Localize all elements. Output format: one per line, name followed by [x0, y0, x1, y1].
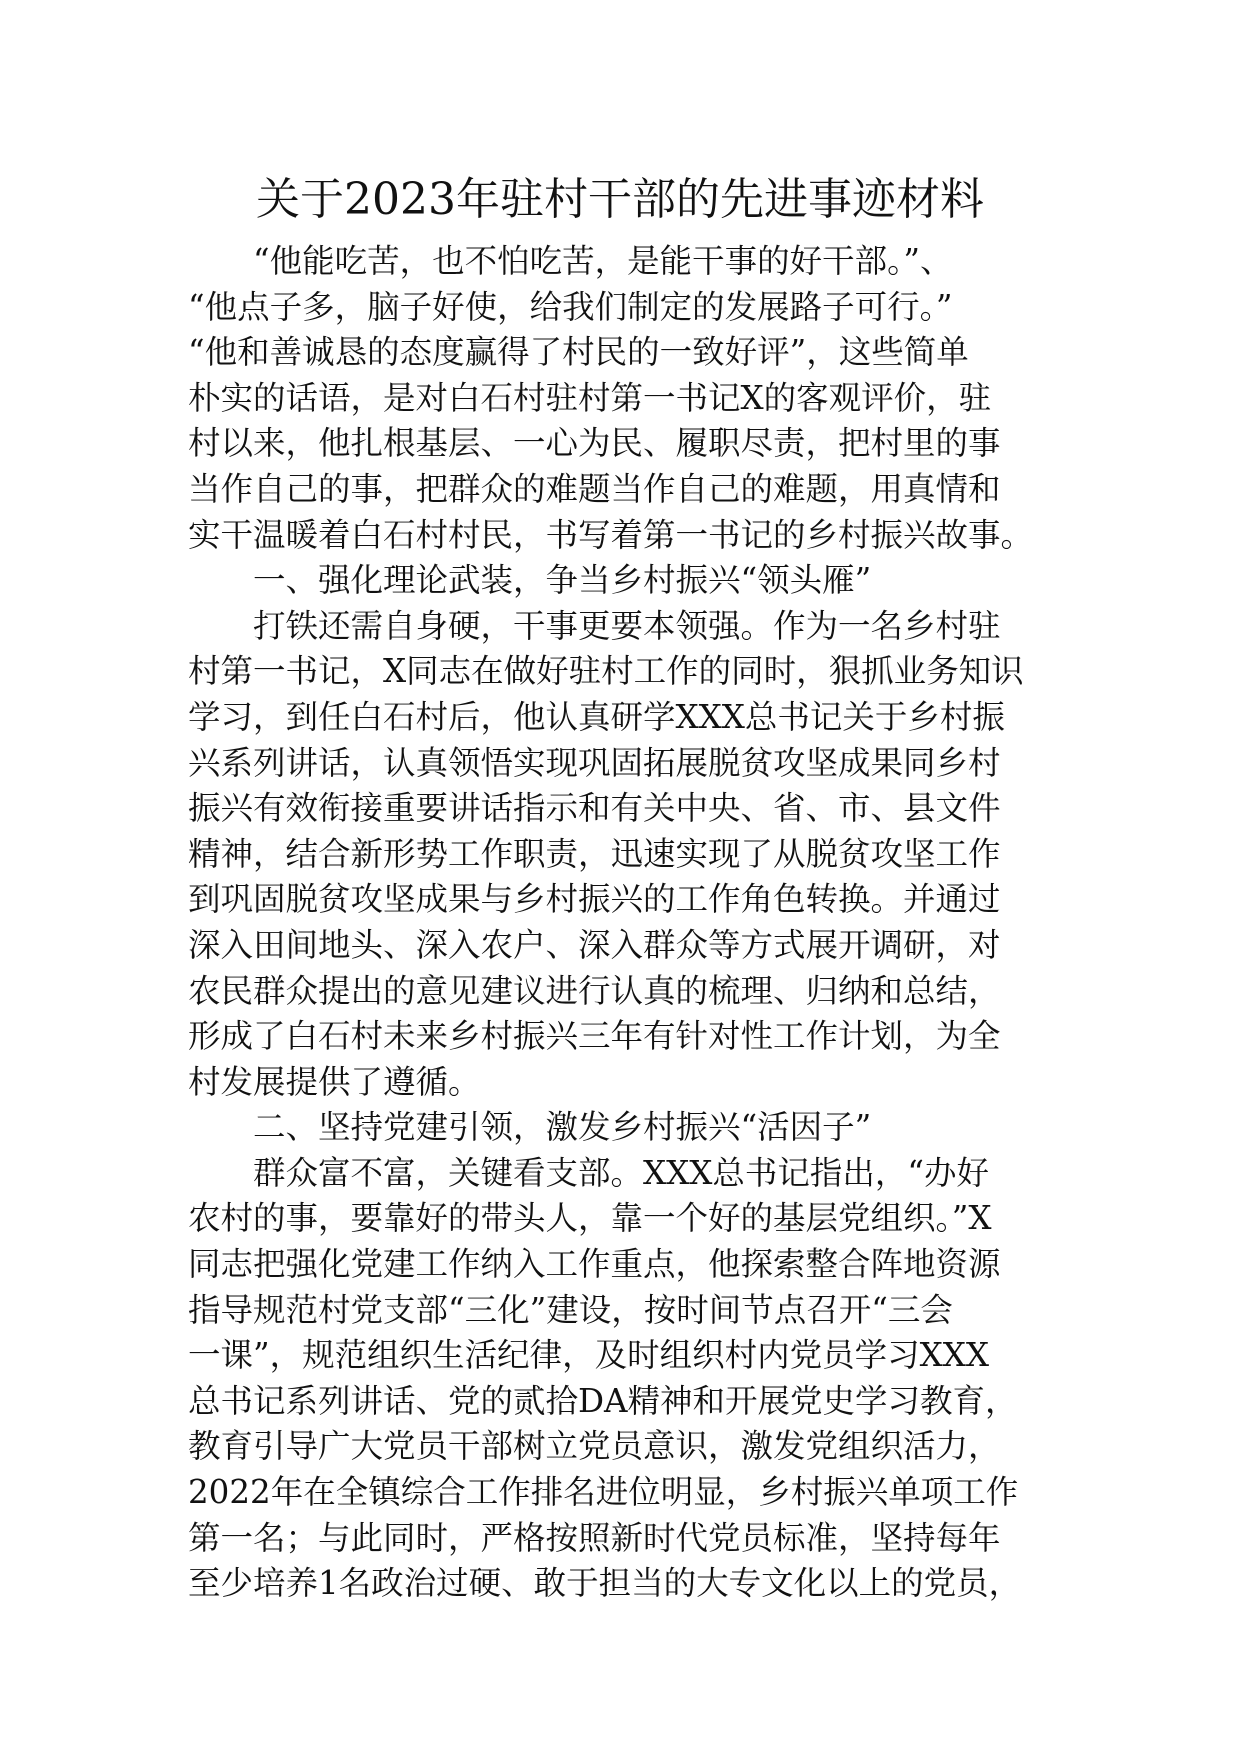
- paragraph-line: 实干温暖着白石村村民，书写着第一书记的乡村振兴故事。: [188, 515, 1034, 554]
- paragraph-line: 农村的事，要靠好的带头人，靠一个好的基层党组织。”X: [188, 1199, 992, 1238]
- paragraph-line: 兴系列讲话，认真领悟实现巩固拓展脱贫攻坚成果同乡村: [188, 743, 1001, 782]
- document-body: [188, 239, 1058, 1607]
- paragraph-line: 精神，结合新形势工作职责，迅速实现了从脱贫攻坚工作: [188, 834, 1001, 873]
- paragraph-line: 指导规范村党支部“三化”建设，按时间节点召开“三会: [188, 1290, 953, 1329]
- paragraph-line: “他和善诚恳的态度赢得了村民的一致好评”，这些简单: [188, 333, 969, 372]
- paragraph-line: 村发展提供了遵循。: [188, 1062, 481, 1101]
- paragraph-line: 2022年在全镇综合工作排名进位明显，乡村振兴单项工作: [188, 1473, 1019, 1512]
- paragraph-line: 至少培养1名政治过硬、敢于担当的大专文化以上的党员，: [188, 1564, 1022, 1603]
- paragraph-line: 深入田间地头、深入农户、深入群众等方式展开调研，对: [188, 925, 1001, 964]
- paragraph-line: 当作自己的事，把群众的难题当作自己的难题，用真情和: [188, 469, 1001, 508]
- section-heading-2: 二、坚持党建引领，激发乡村振兴“活因子”: [253, 1108, 872, 1147]
- paragraph-line: 打铁还需自身硬，干事更要本领强。作为一名乡村驻: [253, 606, 1001, 645]
- paragraph-line: 群众富不富，关键看支部。XXX总书记指出，“办好: [253, 1153, 990, 1192]
- paragraph-line: 总书记系列讲话、党的贰拾DA精神和开展党史学习教育，: [188, 1381, 1018, 1420]
- paragraph-line: 到巩固脱贫攻坚成果与乡村振兴的工作角色转换。并通过: [188, 880, 1001, 919]
- paragraph-line: 朴实的话语，是对白石村驻村第一书记X的客观评价，驻: [188, 378, 992, 417]
- paragraph-line: 村以来，他扎根基层、一心为民、履职尽责，把村里的事: [188, 424, 1001, 463]
- paragraph-line: 学习，到任白石村后，他认真研学XXX总书记关于乡村振: [188, 697, 1005, 736]
- paragraph-line: 第一名；与此同时，严格按照新时代党员标准，坚持每年: [188, 1518, 1001, 1557]
- paragraph-line: 振兴有效衔接重要讲话指示和有关中央、省、市、县文件: [188, 789, 1001, 828]
- paragraph-line: 形成了白石村未来乡村振兴三年有针对性工作计划，为全: [188, 1017, 1001, 1056]
- section-heading-1: 一、强化理论武装，争当乡村振兴“领头雁”: [253, 561, 872, 600]
- paragraph-line: 村第一书记，X同志在做好驻村工作的同时，狠抓业务知识: [188, 652, 1024, 691]
- paragraph-line: “他能吃苦，也不怕吃苦，是能干事的好干部。”、: [253, 242, 953, 280]
- paragraph-line: 同志把强化党建工作纳入工作重点，他探索整合阵地资源: [188, 1245, 1001, 1284]
- paragraph-line: 教育引导广大党员干部树立党员意识，激发党组织活力，: [188, 1427, 1001, 1466]
- paragraph-line: 一课”，规范组织生活纪律，及时组织村内党员学习XXX: [188, 1336, 990, 1375]
- paragraph-line: 农民群众提出的意见建议进行认真的梳理、归纳和总结，: [188, 971, 1001, 1010]
- paragraph-line: “他点子多，脑子好使，给我们制定的发展路子可行。”: [188, 287, 953, 326]
- document-title: 关于2023年驻村干部的先进事迹材料: [256, 174, 984, 225]
